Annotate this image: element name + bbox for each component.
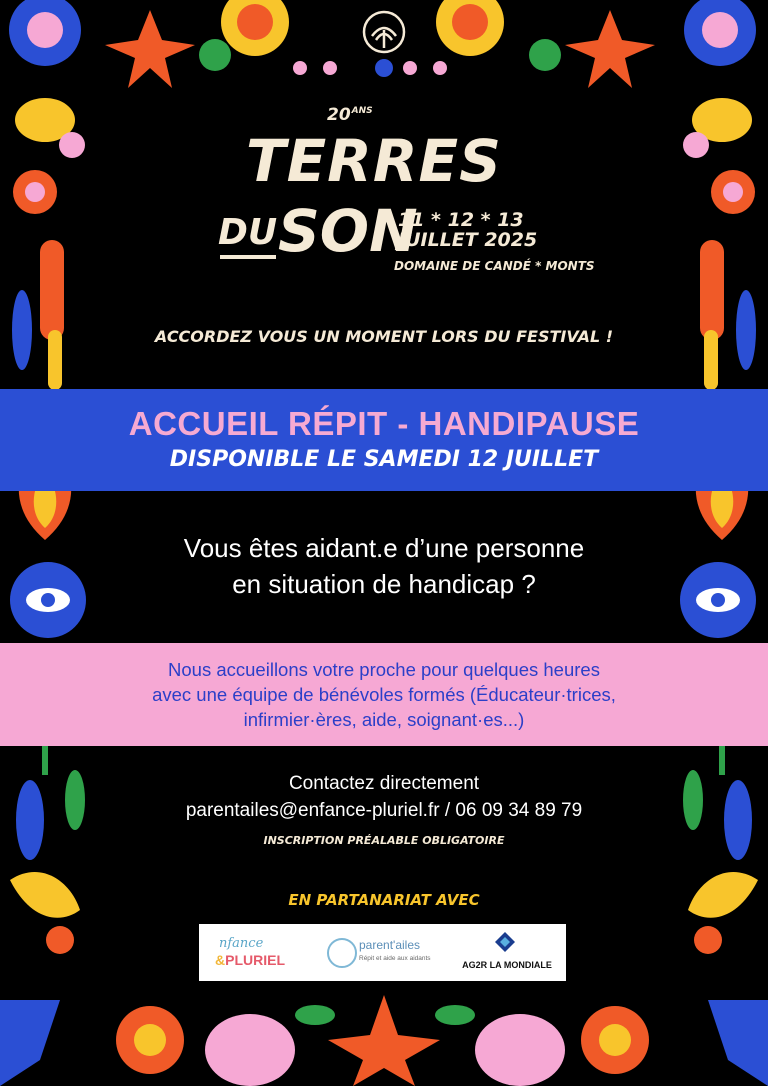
parentailes-mark-icon [327,938,357,968]
anniversary-label: $20^{ANS}$ [327,105,373,125]
info-text: Nous accueillons votre proche pour quelques heures avec une équipe de bénévoles formés (Éducateur·trices, infirmier·ères, aide, soignant·es...) [152,659,616,730]
info-band [0,643,768,746]
festival-title-son: SON [278,197,418,265]
contact-details[interactable]: parentailes@enfance-pluriel.fr / 06 09 34 89 79 [185,800,583,821]
banner-heading: ACCUEIL RÉPIT - HANDIPAUSE [128,405,640,442]
question-text: Vous êtes aidant.e d’une personne en situation de handicap ? [183,533,585,599]
festival-title-terres: TERRES [246,127,502,195]
registration-note: INSCRIPTION PRÉALABLE OBLIGATOIRE [263,834,505,847]
ag2r-logo: AG2R LA MONDIALE [457,932,557,976]
banner-band [0,389,768,491]
partners-heading: EN PARTANARIAT AVEC [288,891,480,909]
contact-heading: Contactez directement [288,773,480,794]
partners-logos [199,924,566,981]
parentailes-logo: parent'ailes Répit et aide aux aidants [327,934,447,974]
festival-dates: 11 * 12 * 13 JUILLET 2025 [398,209,538,251]
tagline: ACCORDEZ VOUS UN MOMENT LORS DU FESTIVAL ! [154,327,614,346]
festival-emblem-icon [362,10,406,54]
ag2r-mark-icon [495,932,515,952]
banner-subheading: DISPONIBLE LE SAMEDI 12 JUILLET [169,447,599,472]
festival-title-du: DU [218,212,278,253]
festival-venue: DOMAINE DE CANDÉ * MONTS [394,259,595,273]
enfance-pluriel-logo: nfance &PLURIEL [215,936,286,968]
title-underline [220,255,276,259]
